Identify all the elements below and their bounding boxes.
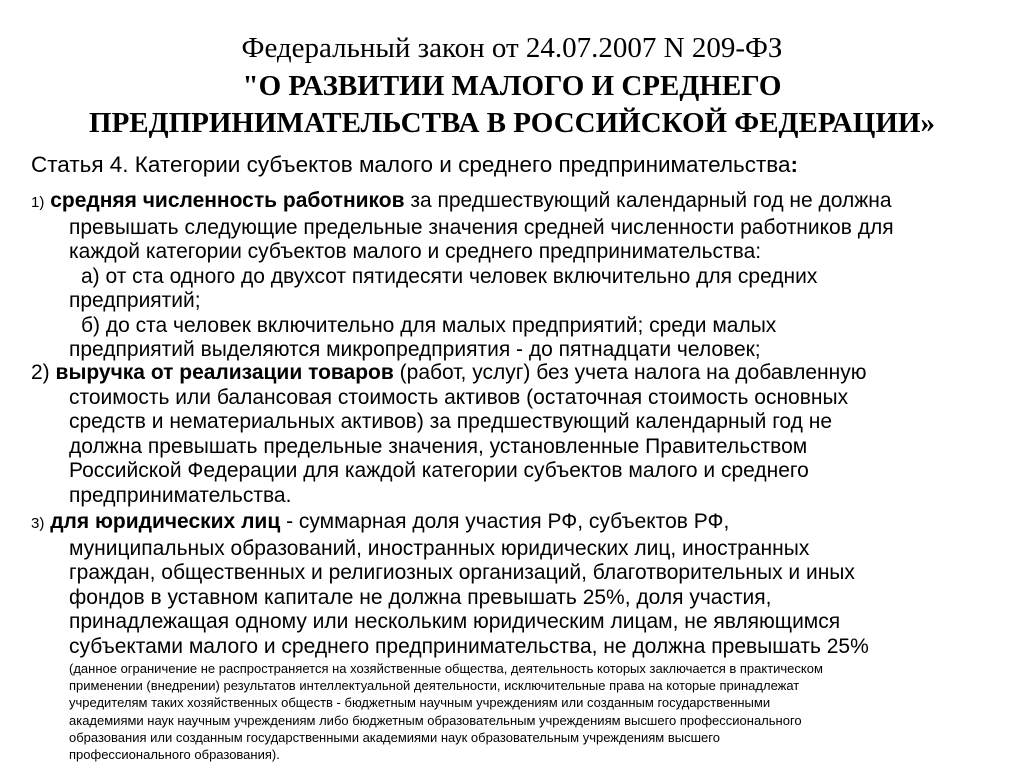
criterion-2-line-4: должна превышать предельные значения, установленные Правительством bbox=[69, 434, 808, 458]
criterion-2-line-1 bbox=[31, 361, 866, 386]
criterion-3-line-5: принадлежащая одному или нескольким юридическим лицам, не являющимся bbox=[69, 610, 841, 633]
criterion-1-line-3: каждой категории субъектов малого и среднего предпринимательства: bbox=[69, 240, 762, 263]
exception-note-line-1: (данное ограничение не распространяется на хозяйственные общества, деятельность которых заключается в практическом bbox=[69, 661, 823, 676]
criterion-3-line-4: фондов в уставном капитале не должна превышать 25%, доля участия, bbox=[69, 585, 772, 609]
criterion-2-line-2: стоимость или балансовая стоимость активов (остаточная стоимость основных bbox=[69, 385, 849, 409]
criterion-1-number: 1) bbox=[31, 194, 45, 211]
law-title: Федеральный закон от 24.07.2007 N 209-ФЗ bbox=[241, 32, 783, 64]
criterion-1-line-1 bbox=[31, 189, 894, 216]
exception-note-line-5: образования или созданным государственными академиями наук образовательным учреждениям высшего bbox=[69, 729, 720, 745]
criterion-3-line-1 bbox=[31, 510, 869, 537]
criterion-3-text: - суммарная доля участия РФ, субъектов РФ, bbox=[280, 510, 730, 533]
criterion-2-term: выручка от реализации товаров bbox=[55, 361, 394, 384]
criterion-1-text: за предшествующий календарный год не должна bbox=[404, 189, 892, 212]
criterion-3-term: для юридических лиц bbox=[50, 510, 281, 533]
criterion-3 bbox=[31, 510, 869, 659]
article-heading-colon: : bbox=[790, 152, 798, 177]
criterion-1-sub-b: б) до ста человек включительно для малых предприятий; среди малых bbox=[81, 313, 777, 337]
exception-note-line-6: профессионального образования). bbox=[69, 747, 280, 763]
criterion-3-number: 3) bbox=[31, 515, 45, 532]
criterion-3-line-2: муниципальных образований, иностранных юридических лиц, иностранных bbox=[69, 536, 810, 560]
criterion-2-line-5: Российской Федерации для каждой категории субъектов малого и среднего bbox=[69, 459, 809, 482]
criterion-1 bbox=[31, 189, 894, 363]
law-name-line-2: ПРЕДПРИНИМАТЕЛЬСТВА В РОССИЙСКОЙ ФЕДЕРАЦИИ» bbox=[89, 107, 935, 139]
exception-note-line-2: применении (внедрении) результатов интеллектуальной деятельности, исключительные права на которые принадлежат bbox=[69, 678, 800, 694]
exception-note bbox=[69, 660, 823, 763]
criterion-2-line-6: предпринимательства. bbox=[69, 483, 292, 507]
article-heading bbox=[31, 152, 798, 178]
criterion-2 bbox=[31, 361, 866, 508]
article-heading-text: Статья 4. Категории субъектов малого и среднего предпринимательства bbox=[31, 152, 791, 177]
criterion-1-sub-a-cont: предприятий; bbox=[69, 289, 201, 312]
law-name-line-1: "О РАЗВИТИИ МАЛОГО И СРЕДНЕГО bbox=[242, 70, 782, 102]
criterion-2-line-3: средств и нематериальных активов) за предшествующий календарный год не bbox=[69, 410, 832, 433]
exception-note-line-4: академиями наук научным учреждениям либо бюджетным образовательным учреждениям высшего профессионального bbox=[69, 712, 802, 728]
criterion-2-number: 2) bbox=[31, 361, 50, 384]
criterion-1-sub-b-cont: предприятий выделяются микропредприятия - до пятнадцати человек; bbox=[69, 338, 761, 361]
criterion-3-line-3: граждан, общественных и религиозных организаций, благотворительных и иных bbox=[69, 561, 855, 584]
criterion-1-sub-a: а) от ста одного до двухсот пятидесяти человек включительно для средних bbox=[81, 264, 818, 288]
exception-note-line-3: учредителям таких хозяйственных обществ - бюджетным научным учреждениям или созданным государственными bbox=[69, 695, 771, 711]
criterion-2-text: (работ, услуг) без учета налога на добавленную bbox=[393, 361, 867, 384]
criterion-1-term: средняя численность работников bbox=[50, 189, 405, 212]
criterion-3-line-6: субъектами малого и среднего предпринимательства, не должна превышать 25% bbox=[69, 634, 869, 658]
criterion-1-line-2: превышать следующие предельные значения средней численности работников для bbox=[69, 215, 894, 239]
